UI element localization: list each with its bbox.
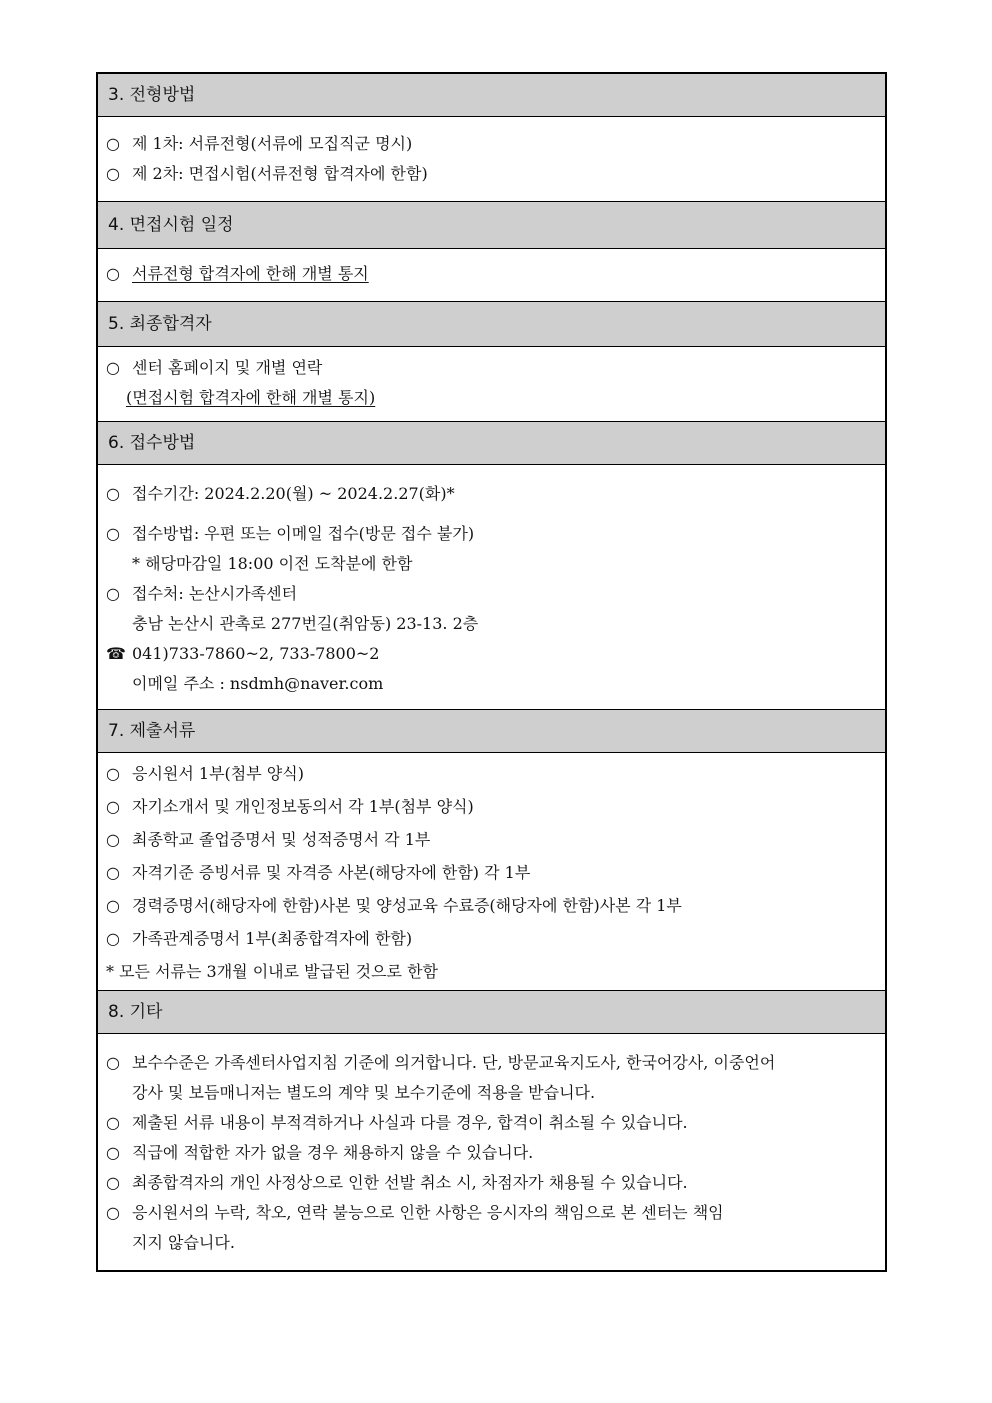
list-item: ○ 자기소개서 및 개인정보동의서 각 1부(첨부 양식) xyxy=(106,790,877,823)
circle-bullet-icon: ○ xyxy=(106,764,120,783)
list-item: ○ 자격기준 증빙서류 및 자격증 사본(해당자에 한함) 각 1부 xyxy=(106,856,877,889)
deadline-note: * 해당마감일 18:00 이전 도착분에 한함 xyxy=(132,554,413,573)
phone-icon: ☎ xyxy=(106,644,126,663)
circle-bullet-icon: ○ xyxy=(106,264,120,283)
circle-bullet-icon: ○ xyxy=(106,797,120,816)
circle-bullet-icon: ○ xyxy=(106,830,120,849)
list-item: ○ 최종학교 졸업증명서 및 성적증명서 각 1부 xyxy=(106,823,877,856)
section-header-documents: 7. 제출서류 xyxy=(98,710,885,753)
list-item: ○ 보수수준은 가족센터사업지침 기준에 의거합니다. 단, 방문교육지도사, 한국어강사, 이중언어 xyxy=(106,1048,877,1078)
list-item: (면접시험 합격자에 한해 개별 통지) xyxy=(126,388,376,407)
list-item: ○ 접수처: 논산시가족센터 xyxy=(106,579,877,609)
list-item: ○ 접수기간: 2024.2.20(월) ~ 2024.2.27(화)* xyxy=(106,479,877,509)
section-body-final-candidates xyxy=(98,347,885,422)
list-item-continuation: 강사 및 보듬매니저는 별도의 계약 및 보수기준에 적용을 받습니다. xyxy=(132,1083,596,1102)
section-header-interview-schedule: 4. 면접시험 일정 xyxy=(98,202,885,249)
list-item: ○ 제출된 서류 내용이 부적격하거나 사실과 다를 경우, 합격이 취소될 수 있습니다. xyxy=(106,1108,877,1138)
recruitment-notice-table xyxy=(96,72,887,1272)
section-body-interview-schedule xyxy=(98,249,885,302)
circle-bullet-icon: ○ xyxy=(106,1203,120,1222)
list-item: ○ 센터 홈페이지 및 개별 연락 xyxy=(106,353,877,383)
circle-bullet-icon: ○ xyxy=(106,134,120,153)
list-item: ○ 접수방법: 우편 또는 이메일 접수(방문 접수 불가) xyxy=(106,519,877,549)
list-item: ○ 가족관계증명서 1부(최종합격자에 한함) xyxy=(106,922,877,955)
list-item: ○ 직급에 적합한 자가 없을 경우 채용하지 않을 수 있습니다. xyxy=(106,1138,877,1168)
section-body-documents xyxy=(98,753,885,991)
list-item: ○ 경력증명서(해당자에 한함)사본 및 양성교육 수료증(해당자에 한함)사본 각 1부 xyxy=(106,889,877,922)
section-header-application-method: 6. 접수방법 xyxy=(98,422,885,465)
circle-bullet-icon: ○ xyxy=(106,1143,120,1162)
section-body-application-method xyxy=(98,465,885,710)
section-header-final-candidates: 5. 최종합격자 xyxy=(98,302,885,347)
circle-bullet-icon: ○ xyxy=(106,484,120,503)
address-text: 충남 논산시 관촉로 277번길(취암동) 23-13. 2층 xyxy=(132,614,479,633)
circle-bullet-icon: ○ xyxy=(106,584,120,603)
phone-line: ☎ 041)733-7860~2, 733-7800~2 xyxy=(106,639,877,669)
section-body-other xyxy=(98,1034,885,1270)
list-item: ○ 제 1차: 서류전형(서류에 모집직군 명시) xyxy=(106,129,877,159)
circle-bullet-icon: ○ xyxy=(106,1113,120,1132)
circle-bullet-icon: ○ xyxy=(106,929,120,948)
email-line: 이메일 주소 : nsdmh@naver.com xyxy=(132,674,384,693)
circle-bullet-icon: ○ xyxy=(106,1173,120,1192)
circle-bullet-icon: ○ xyxy=(106,1053,120,1072)
list-item: ○ 제 2차: 면접시험(서류전형 합격자에 한함) xyxy=(106,159,877,189)
circle-bullet-icon: ○ xyxy=(106,863,120,882)
list-item: ○ 서류전형 합격자에 한해 개별 통지 xyxy=(106,259,877,289)
list-item: ○ 응시원서의 누락, 착오, 연락 불능으로 인한 사항은 응시자의 책임으로 본 센터는 책임 xyxy=(106,1198,877,1228)
circle-bullet-icon: ○ xyxy=(106,896,120,915)
circle-bullet-icon: ○ xyxy=(106,524,120,543)
circle-bullet-icon: ○ xyxy=(106,358,120,377)
section-header-other: 8. 기타 xyxy=(98,991,885,1034)
section-body-selection-method xyxy=(98,117,885,202)
list-item: ○ 최종합격자의 개인 사정상으로 인한 선발 취소 시, 차점자가 채용될 수 있습니다. xyxy=(106,1168,877,1198)
circle-bullet-icon: ○ xyxy=(106,164,120,183)
list-item: ○ 응시원서 1부(첨부 양식) xyxy=(106,757,877,790)
documents-note: * 모든 서류는 3개월 이내로 발급된 것으로 한함 xyxy=(106,962,438,981)
list-item-continuation: 지지 않습니다. xyxy=(132,1233,235,1252)
section-header-selection-method: 3. 전형방법 xyxy=(98,74,885,117)
